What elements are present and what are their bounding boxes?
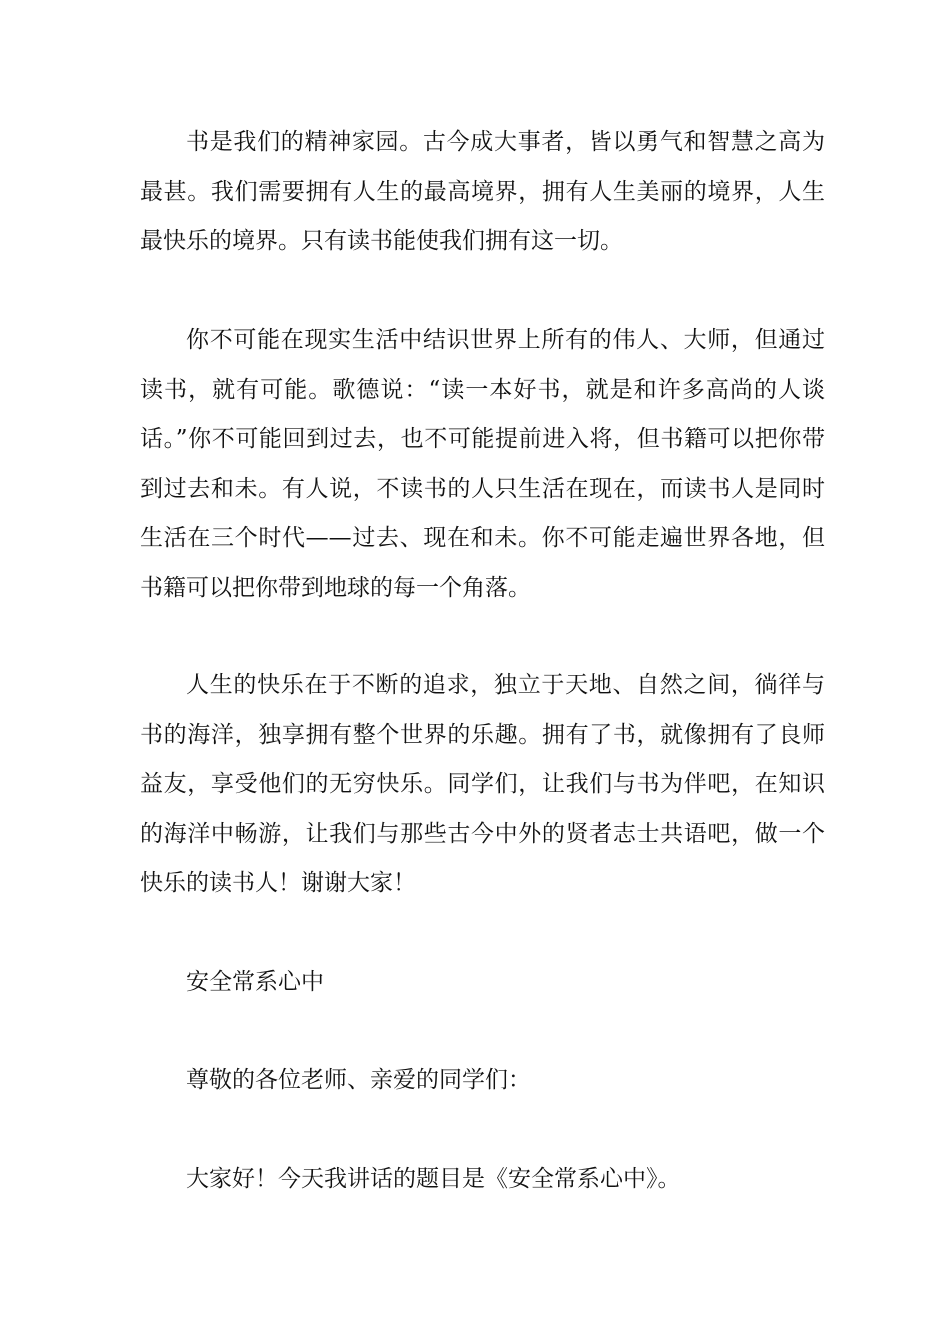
speech-title: 安全常系心中 (186, 969, 324, 995)
paragraph-reading-spiritual-home: 书是我们的精神家园。古今成大事者，皆以勇气和智慧之高为最甚。我们需要拥有人生的最高境界，拥有人生美丽的境界，人生最快乐的境界。只有读书能使我们拥有这一切。 (140, 129, 825, 254)
speech-salutation: 尊敬的各位老师、亲爱的同学们： (186, 1067, 531, 1093)
paragraph-reading-great-people: 你不可能在现实生活中结识世界上所有的伟人、大师，但通过读书，就有可能。歌德说：“读一本好书，就是和许多高尚的人谈话。”你不可能回到过去，也不可能提前进入将，但书籍可以把你带到过去和未。有人说，不读书的人只生活在现在，而读书人是同时生活在三个时代——过去、现在和未。你不可能走遍世界各地，但书籍可以把你带到地球的每一个角落。 (140, 327, 825, 601)
speech-opening: 大家好！今天我讲话的题目是《安全常系心中》。 (186, 1166, 681, 1192)
paragraph-reading-happiness: 人生的快乐在于不断的追求，独立于天地、自然之间，徜徉与书的海洋，独享拥有整个世界的乐趣。拥有了书，就像拥有了良师益友，享受他们的无穷快乐。同学们，让我们与书为伴吧，在知识的海洋中畅游，让我们与那些古今中外的贤者志士共语吧，做一个快乐的读书人！谢谢大家！ (140, 672, 825, 896)
